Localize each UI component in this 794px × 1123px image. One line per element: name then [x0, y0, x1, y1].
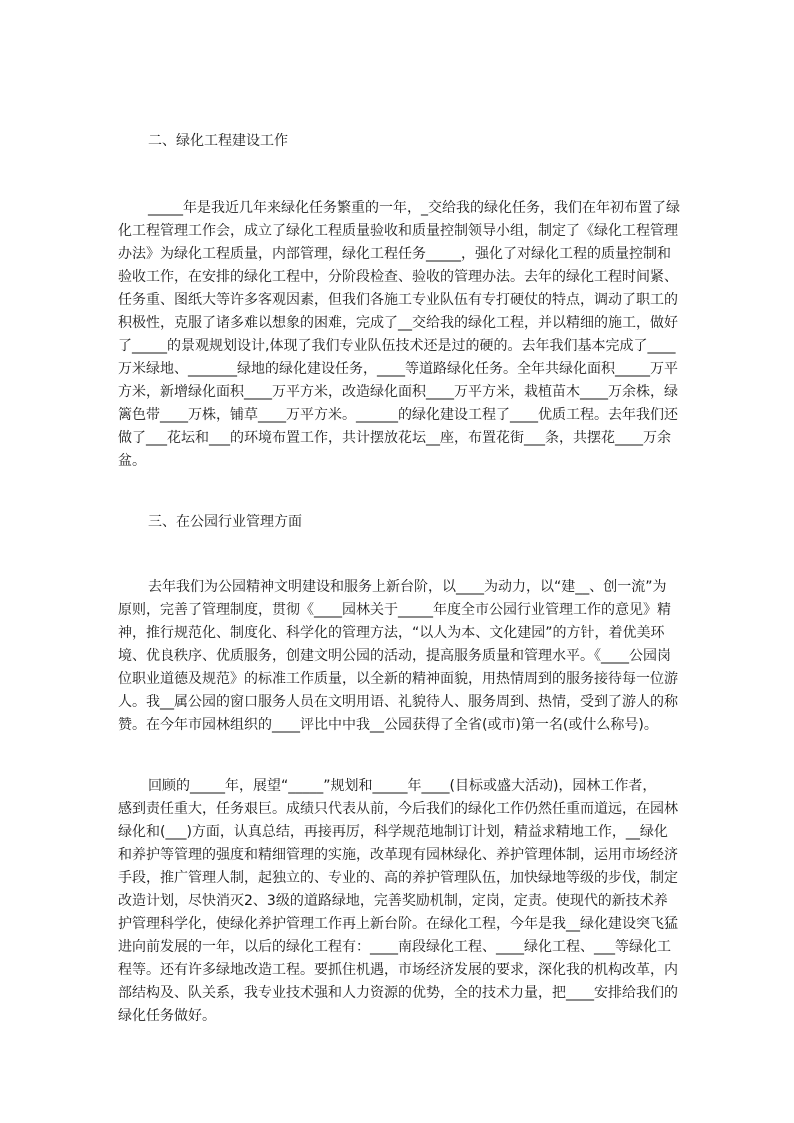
paragraph-line: 任务重、图纸大等许多客观因素，但我们各施工专业队伍有专打硬仗的特点，调动了职工的: [118, 292, 678, 308]
paragraph-line: 手段，推广管理人制，起独立的、专业的、高的养护管理队伍，加快绿地等级的步伐，制定: [118, 870, 678, 886]
paragraph-outlook: [118, 775, 680, 1028]
paragraph-greening: [118, 197, 680, 473]
paragraph-line: 赞。在今年市园林组织的____评比中中我__公园获得了全省(或市)第一名(或什么称号)。: [118, 717, 658, 733]
paragraph-line: 进向前发展的一年，以后的绿化工程有：____南段绿化工程、____绿化工程、___等绿化工: [118, 939, 671, 955]
paragraph-line: 神，推行规范化、制度化、科学化的管理方法，“以人为本、文化建园”的方针，着优美环: [118, 625, 665, 641]
section-heading-park-management: 三、在公园行业管理方面: [148, 514, 302, 530]
paragraph-line: 护管理科学化，使绿化养护管理工作再上新台阶。在绿化工程，今年是我__绿化建设突飞猛: [118, 916, 678, 932]
paragraph-line: 盆。: [118, 453, 146, 469]
paragraph-line: 境、优良秩序、优质服务，创建文明公园的活动，提高服务质量和管理水平。《____公园岗: [118, 648, 671, 664]
paragraph-line: 方米，新增绿化面积____万平方米，改造绿化面积____万平方米，栽植苗木____万余株，绿: [118, 384, 678, 400]
paragraph-line: 篱色带____万株，铺草____万平方米。______的绿化建设工程了____优质工程。去年我们还: [118, 407, 678, 423]
paragraph-line: 去年我们为公园精神文明建设和服务上新台阶，以____为动力，以“建__、创一流”为: [148, 579, 667, 595]
paragraph-line: 回顾的_____年，展望“_____”规划和_____年____(目标或盛大活动)，园林工作者，: [148, 778, 657, 794]
paragraph-line: 化工程管理工作会，成立了绿化工程质量验收和质量控制领导小组，制定了《绿化工程管理: [118, 223, 678, 239]
paragraph-line: 万米绿地、_______绿地的绿化建设任务，____等道路绿化任务。全年共绿化面积_____万平: [118, 361, 678, 377]
paragraph-line: 部结构及、队关系，我专业技术强和人力资源的优势，全的技术力量，把____安排给我们的: [118, 985, 678, 1001]
paragraph-line: 了_____的景观规划设计,体现了我们专业队伍技术还是过的硬的。去年我们基本完成了____: [118, 338, 676, 354]
paragraph-line: 和养护等管理的强度和精细管理的实施，改革现有园林绿化、养护管理体制，运用市场经济: [118, 847, 678, 863]
paragraph-park-management: [118, 576, 680, 737]
paragraph-line: 改造计划，尽快消灭2、3级的道路绿地，完善奖励机制，定岗，定责。使现代的新技术养: [118, 893, 668, 909]
paragraph-line: 绿化任务做好。: [118, 1008, 216, 1024]
paragraph-line: 验收工作，在安排的绿化工程中，分阶段检查、验收的管理办法。去年的绿化工程时间紧、: [118, 269, 678, 285]
paragraph-line: 原则，完善了管理制度，贯彻《____园林关于_____年度全市公园行业管理工作的意见》精: [118, 602, 671, 618]
paragraph-line: _____年是我近几年来绿化任务繁重的一年，_交给我的绿化任务，我们在年初布置了绿: [148, 200, 680, 216]
paragraph-line: 程等。还有许多绿地改造工程。要抓住机遇，市场经济发展的要求，深化我的机构改革，内: [118, 962, 678, 978]
paragraph-line: 绿化和(___)方面，认真总结，再接再厉，科学规范地制订计划，精益求精地工作，__绿化: [118, 824, 668, 840]
paragraph-line: 积极性，克服了诸多难以想象的困难，完成了__交给我的绿化工程，并以精细的施工，做好: [118, 315, 678, 331]
paragraph-line: 人。我__属公园的窗口服务人员在文明用语、礼貌待人、服务周到、热情，受到了游人的称: [118, 694, 678, 710]
paragraph-line: 做了___花坛和___的环境布置工作，共计摆放花坛__座，布置花街___条，共摆花____万余: [118, 430, 671, 446]
paragraph-line: 办法》为绿化工程质量，内部管理，绿化工程任务_____，强化了对绿化工程的质量控制和: [118, 246, 671, 262]
paragraph-line: 感到责任重大，任务艰巨。成绩只代表从前，今后我们的绿化工作仍然任重而道远，在园林: [118, 801, 678, 817]
section-heading-greening: 二、绿化工程建设工作: [148, 133, 288, 149]
paragraph-line: 位职业道德及规范》的标准工作质量，以全新的精神面貌，用热情周到的服务接待每一位游: [118, 671, 678, 687]
